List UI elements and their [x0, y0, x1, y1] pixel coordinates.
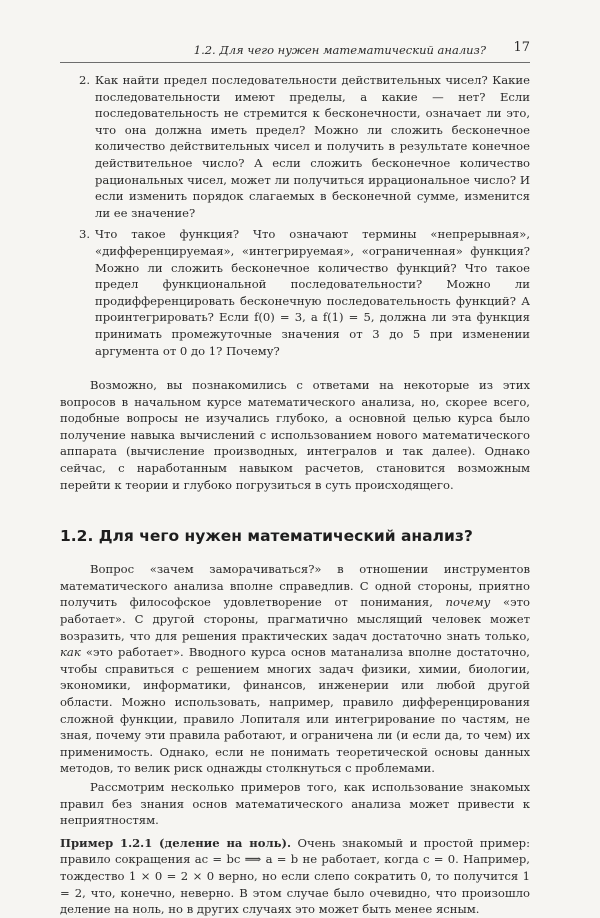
page-header [60, 40, 530, 58]
page-number: 17 [513, 40, 530, 55]
emphasis-text: почему [445, 595, 491, 610]
example-label: Пример 1.2.1 (деление на ноль). [60, 835, 292, 850]
page-body [60, 72, 530, 918]
list-item [60, 72, 530, 221]
list-item-number: 2. [78, 73, 90, 87]
list-item-text: Как найти предел последовательности действительных чисел? Какие последовательности имеют пределы, а какие — нет? Если последовательность не стремится к бесконечности, означает ли это, что она должна иметь предел? Можно ли сложить бесконечное количество действительных чисел и получить в результате конечное действительное число? А если сложить бесконечное количество рациональных чисел, может ли получиться иррациональное число? И если изменить порядок слагаемых в бесконечной сумме, изменится ли ее значение? [95, 73, 530, 220]
list-item-text: Что такое функция? Что означают термины «непрерывная», «дифференцируемая», «интегрируемая», «ограниченная» функция? Можно ли сложить бесконечное количество функций? Что такое предел функциональной последовательности? Можно ли продифференцировать бесконечную последовательность функций? А проинтегрировать? Если f(0) = 3, а f(1) = 5, должна ли эта функция принимать промежуточные значения от 3 до 5 при изменении аргумента от 0 до 1? Почему? [95, 227, 530, 358]
list-item-number: 3. [78, 227, 90, 242]
section-paragraph: Рассмотрим несколько примеров того, как использование знакомых правил без знания основ математического анализа может привести к неприятностям. [60, 779, 530, 828]
paragraph-text: «это работает». С другой стороны, прагматично мыслящий человек может возразить, что для решения практических задач достаточно знать только, [60, 595, 530, 643]
emphasis-text: как [60, 645, 81, 660]
header-rule [60, 62, 530, 63]
paragraph-text: «это работает». Вводного курса основ матанализа вполне достаточно, чтобы справиться с решением многих задач физики, химии, биологии, экономики, информатики, финансов, инженерии или любой другой области. Можно использовать, например, правило дифференцирования сложной функции, правило Лопиталя или интегрирование по частям, не зная, почему эти правила работают, и ограничена ли (и если да, то чем) их применимость. Однако, если не понимать теоретической основы данных методов, то велик риск однажды столкнуться с проблемами. [60, 645, 530, 776]
section-heading: 1.2. Для чего нужен математический анализ? [60, 527, 473, 546]
running-title: 1.2. Для чего нужен математический анализ? [193, 43, 486, 57]
section-paragraph [60, 561, 530, 777]
example-paragraph [60, 835, 530, 918]
example-text: Очень знакомый и простой пример: правило сокращения ac = bc ⟹ a = b не работает, когда c = 0. Например, тождество 1 × 0 = 2 × 0 верно, но если слепо сократить 0, то получится 1 = 2, что, конечно, неверно. В этом случае было очевидно, что произошло деление на ноль, но в других случаях это может быть менее ясным. [60, 835, 531, 917]
paragraph-text: Вопрос «зачем заморачиваться?» в отношении инструментов математического анализа вполне справедлив. С одной стороны, приятно получить философское удовлетворение от понимания, [60, 562, 530, 610]
list-item [60, 226, 530, 359]
intro-paragraph: Возможно, вы познакомились с ответами на некоторые из этих вопросов в начальном курсе математического анализа, но, скорее всего, подобные вопросы не изучались глубоко, а основной целью курса было получение навыка вычислений с использованием нового математического аппарата (вычисление производных, интегралов и так далее). Однако сейчас, с наработанным навыком расчетов, становится возможным перейти к теории и глубоко погрузиться в суть происходящего. [60, 378, 530, 492]
